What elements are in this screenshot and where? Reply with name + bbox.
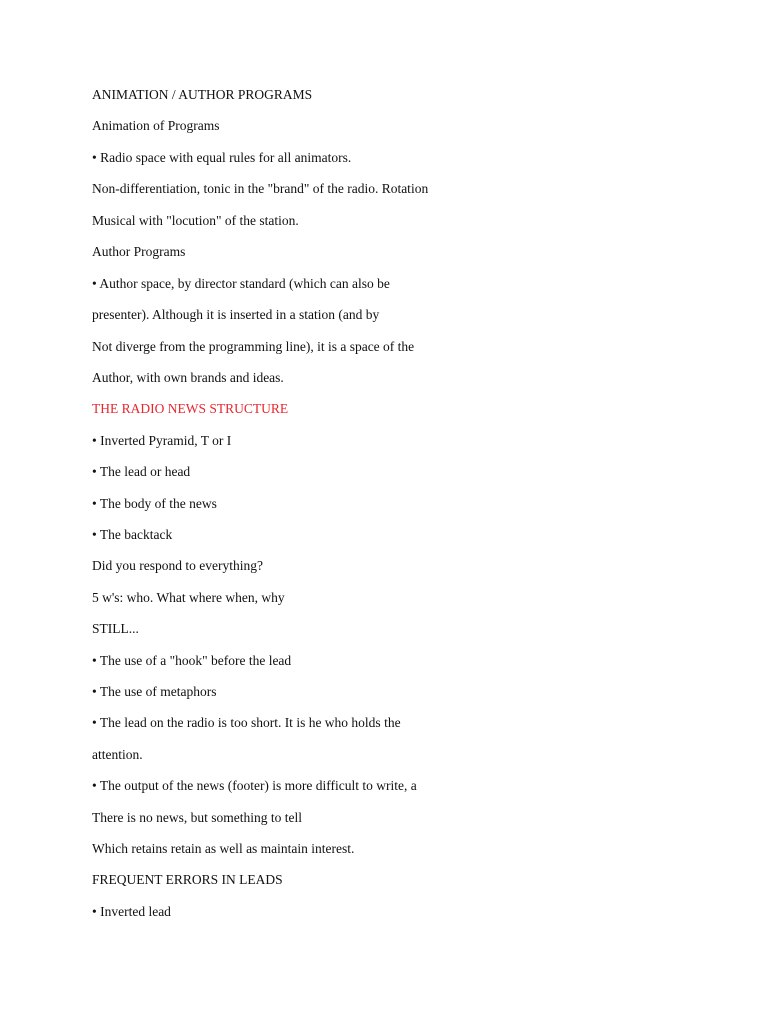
text-line: Did you respond to everything? (92, 558, 263, 573)
text-line: Author, with own brands and ideas. (92, 370, 284, 385)
bullet-body-of-news: • The body of the news (92, 496, 217, 511)
bullet-author-space: • Author space, by director standard (which can also be (92, 276, 390, 291)
bullet-hook: • The use of a "hook" before the lead (92, 653, 292, 668)
subheading-still: STILL... (92, 621, 139, 636)
bullet-inverted-pyramid: • Inverted Pyramid, T or I (92, 433, 232, 448)
text-line: Which retains retain as well as maintain interest. (92, 841, 355, 856)
text-line: Not diverge from the programming line), it is a space of the (92, 339, 415, 354)
subheading-author-programs: Author Programs (92, 244, 186, 259)
section-heading-radio-news-structure: THE RADIO NEWS STRUCTURE (92, 401, 289, 416)
bullet-lead-too-short: • The lead on the radio is too short. It is he who holds the (92, 715, 401, 730)
bullet-backtack: • The backtack (92, 527, 173, 542)
text-line: presenter). Although it is inserted in a station (and by (92, 307, 380, 322)
text-line: There is no news, but something to tell (92, 810, 302, 825)
bullet-radio-space: • Radio space with equal rules for all animators. (92, 150, 352, 165)
bullet-output-of-news: • The output of the news (footer) is more difficult to write, a (92, 778, 417, 793)
bullet-inverted-lead: • Inverted lead (92, 904, 171, 919)
section-heading-animation-author-programs: ANIMATION / AUTHOR PROGRAMS (92, 87, 313, 102)
text-line: Musical with "locution" of the station. (92, 213, 299, 228)
text-line: Non-differentiation, tonic in the "brand" of the radio. Rotation (92, 181, 429, 196)
bullet-metaphors: • The use of metaphors (92, 684, 217, 699)
bullet-lead-or-head: • The lead or head (92, 464, 191, 479)
section-heading-frequent-errors: FREQUENT ERRORS IN LEADS (92, 872, 283, 887)
text-line: attention. (92, 747, 143, 762)
subheading-animation-of-programs: Animation of Programs (92, 118, 220, 133)
text-line: 5 w's: who. What where when, why (92, 590, 285, 605)
